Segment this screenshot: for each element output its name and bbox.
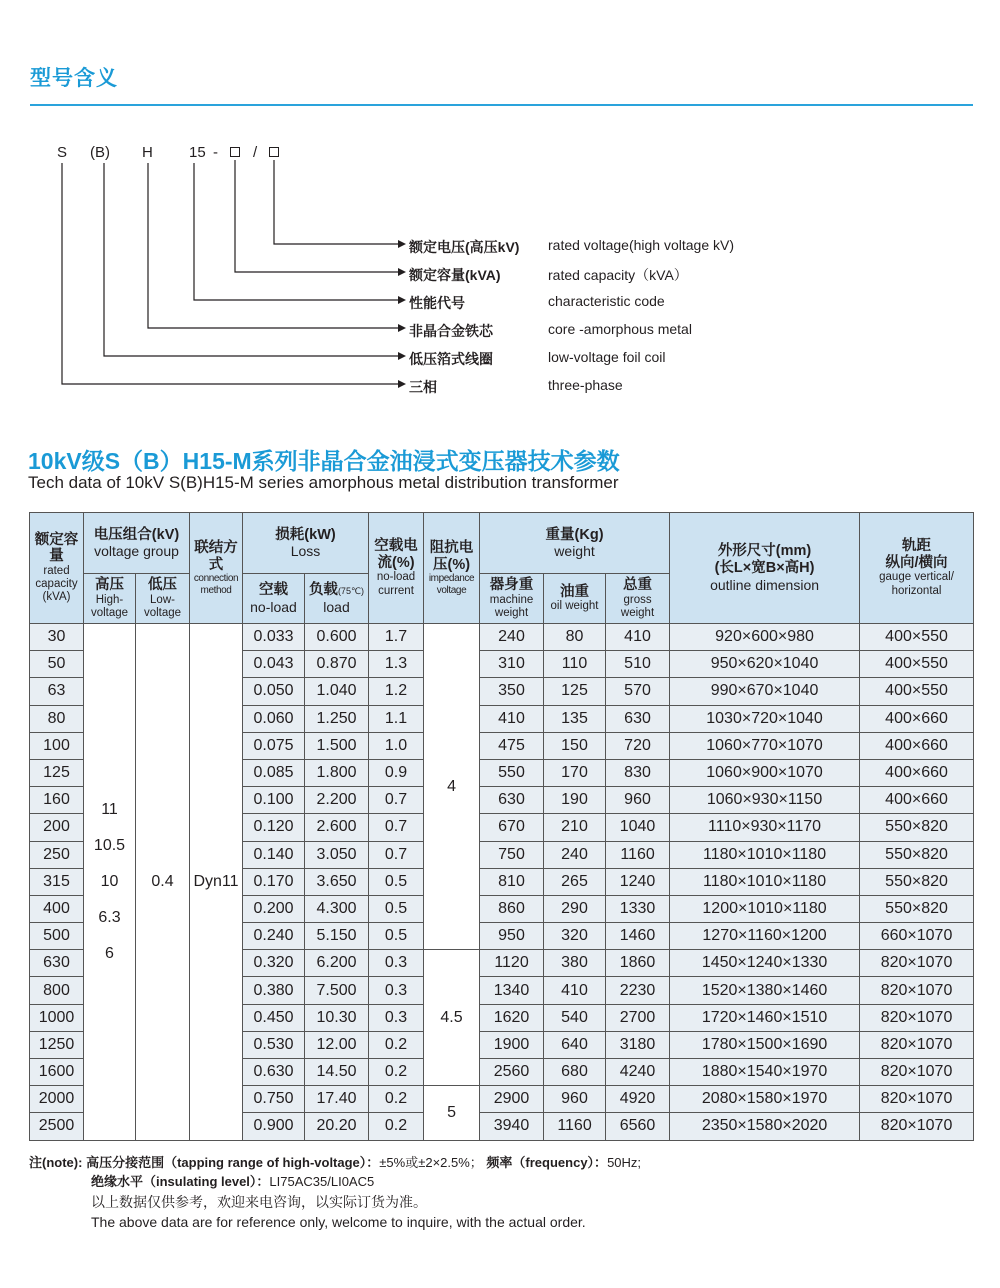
cell-load-loss: 12.00 [305,1031,369,1058]
th-gauge: 轨距 纵向/横向 gauge vertical/ horizontal [860,513,974,624]
cell-load-loss: 1.500 [305,732,369,759]
cell-oil-weight: 410 [544,977,606,1004]
code-15: 15 [189,144,206,161]
cell-load-loss: 0.870 [305,651,369,678]
cell-oil-weight: 640 [544,1031,606,1058]
cell-oil-weight: 135 [544,705,606,732]
cell-oil-weight: 320 [544,923,606,950]
cell-capacity: 1000 [30,1004,84,1031]
cell-no-load-current: 0.2 [369,1059,424,1086]
cell-outline-dimension: 1720×1460×1510 [670,1004,860,1031]
cell-no-load-current: 1.1 [369,705,424,732]
cell-load-loss: 2.200 [305,787,369,814]
table-title-zh: 10kV级S（B）H15-M系列非晶合金油浸式变压器技术参数 [28,448,620,474]
cell-no-load-current: 0.2 [369,1031,424,1058]
th-gross-weight: 总重 gross weight [606,574,670,624]
cell-outline-dimension: 1180×1010×1180 [670,868,860,895]
cell-no-load-loss: 0.043 [243,651,305,678]
cell-machine-weight: 3940 [480,1113,544,1140]
cell-machine-weight: 860 [480,895,544,922]
cell-no-load-loss: 0.120 [243,814,305,841]
th-outline: 外形尺寸(mm) (长L×宽B×高H) outline dimension [670,513,860,624]
note-line-1: 注(note): 高压分接范围（tapping range of high-voltage）：±5%或±2×2.5%； 频率（frequency）：50Hz; [29,1155,642,1170]
cell-no-load-loss: 0.320 [243,950,305,977]
cell-capacity: 200 [30,814,84,841]
table-row [30,624,974,651]
cell-oil-weight: 380 [544,950,606,977]
meaning-en-core: core -amorphous metal [548,321,692,337]
cell-no-load-loss: 0.530 [243,1031,305,1058]
cell-load-loss: 2.600 [305,814,369,841]
cell-outline-dimension: 1270×1160×1200 [670,923,860,950]
cell-load-loss: 0.600 [305,624,369,651]
cell-load-loss: 10.30 [305,1004,369,1031]
cell-capacity: 1600 [30,1059,84,1086]
cell-machine-weight: 630 [480,787,544,814]
cell-gross-weight: 3180 [606,1031,670,1058]
table-title-en: Tech data of 10kV S(B)H15-M series amorphous metal distribution transformer [28,473,619,492]
cell-gross-weight: 630 [606,705,670,732]
cell-machine-weight: 240 [480,624,544,651]
cell-gross-weight: 510 [606,651,670,678]
cell-no-load-loss: 0.630 [243,1059,305,1086]
cell-machine-weight: 2900 [480,1086,544,1113]
cell-impedance: 5 [424,1086,480,1140]
high-voltage-value: 11 [101,800,118,818]
cell-gross-weight: 960 [606,787,670,814]
cell-gauge: 820×1070 [860,1059,974,1086]
cell-no-load-current: 0.5 [369,895,424,922]
meaning-zh-characteristic: 性能代号 [409,295,465,311]
th-load: 负载(75℃) load [305,574,369,624]
cell-no-load-loss: 0.200 [243,895,305,922]
cell-no-load-current: 1.2 [369,678,424,705]
cell-machine-weight: 410 [480,705,544,732]
cell-gross-weight: 720 [606,732,670,759]
cell-machine-weight: 550 [480,759,544,786]
cell-load-loss: 1.250 [305,705,369,732]
cell-gross-weight: 1860 [606,950,670,977]
cell-load-loss: 14.50 [305,1059,369,1086]
cell-machine-weight: 1340 [480,977,544,1004]
cell-no-load-current: 0.7 [369,814,424,841]
th-loss: 损耗(kW) Loss [243,513,369,574]
cell-no-load-current: 1.7 [369,624,424,651]
cell-gross-weight: 2230 [606,977,670,1004]
th-oil-weight: 油重 oil weight [544,574,606,624]
cell-low-voltage: 0.4 [136,624,190,1141]
cell-load-loss: 1.800 [305,759,369,786]
cell-gauge: 550×820 [860,868,974,895]
cell-gross-weight: 2700 [606,1004,670,1031]
cell-oil-weight: 110 [544,651,606,678]
cell-machine-weight: 1120 [480,950,544,977]
high-voltage-value: 10 [100,872,119,890]
cell-gauge: 820×1070 [860,1004,974,1031]
cell-gauge: 820×1070 [860,977,974,1004]
cell-outline-dimension: 1200×1010×1180 [670,895,860,922]
cell-capacity: 250 [30,841,84,868]
th-weight: 重量(Kg) weight [480,513,670,574]
code-h: H [142,144,153,161]
cell-gauge: 400×550 [860,651,974,678]
cell-capacity: 80 [30,705,84,732]
cell-load-loss: 3.050 [305,841,369,868]
th-connection: 联结方式 connection method [190,513,243,624]
cell-no-load-current: 0.7 [369,841,424,868]
cell-oil-weight: 190 [544,787,606,814]
cell-oil-weight: 150 [544,732,606,759]
cell-oil-weight: 210 [544,814,606,841]
spec-table [29,512,974,1141]
cell-no-load-loss: 0.450 [243,1004,305,1031]
code-slash: / [253,144,258,161]
cell-machine-weight: 750 [480,841,544,868]
cell-no-load-loss: 0.075 [243,732,305,759]
cell-capacity: 30 [30,624,84,651]
meaning-en-voltage: rated voltage(high voltage kV) [548,237,734,253]
cell-capacity: 1250 [30,1031,84,1058]
cell-outline-dimension: 1060×930×1150 [670,787,860,814]
cell-machine-weight: 2560 [480,1059,544,1086]
cell-no-load-current: 0.3 [369,1004,424,1031]
cell-no-load-current: 1.0 [369,732,424,759]
meaning-zh-voltage: 额定电压(高压kV) [409,239,520,255]
cell-machine-weight: 950 [480,923,544,950]
th-low-voltage: 低压 Low-voltage [136,574,190,624]
note-line-4: The above data are for reference only, welcome to inquire, with the actual order. [91,1214,586,1230]
cell-oil-weight: 540 [544,1004,606,1031]
meaning-zh-phase: 三相 [409,379,437,395]
cell-gauge: 400×550 [860,678,974,705]
meaning-en-coil: low-voltage foil coil [548,349,666,365]
cell-gauge: 550×820 [860,895,974,922]
cell-oil-weight: 265 [544,868,606,895]
meaning-zh-capacity: 额定容量(kVA) [409,267,501,283]
cell-gauge: 550×820 [860,814,974,841]
cell-no-load-loss: 0.085 [243,759,305,786]
meaning-en-capacity: rated capacity（kVA） [548,267,688,283]
cell-no-load-loss: 0.240 [243,923,305,950]
cell-outline-dimension: 1180×1010×1180 [670,841,860,868]
cell-load-loss: 7.500 [305,977,369,1004]
cell-machine-weight: 1620 [480,1004,544,1031]
cell-machine-weight: 810 [480,868,544,895]
cell-gauge: 400×660 [860,759,974,786]
cell-gauge: 660×1070 [860,923,974,950]
cell-gross-weight: 1460 [606,923,670,950]
cell-outline-dimension: 2080×1580×1970 [670,1086,860,1113]
cell-no-load-current: 0.3 [369,977,424,1004]
cell-machine-weight: 310 [480,651,544,678]
cell-oil-weight: 240 [544,841,606,868]
cell-oil-weight: 170 [544,759,606,786]
cell-capacity: 160 [30,787,84,814]
cell-load-loss: 3.650 [305,868,369,895]
cell-gross-weight: 1240 [606,868,670,895]
cell-outline-dimension: 1880×1540×1970 [670,1059,860,1086]
th-rated-capacity: 额定容量 rated capacity (kVA) [30,513,84,624]
cell-no-load-loss: 0.033 [243,624,305,651]
cell-outline-dimension: 1110×930×1170 [670,814,860,841]
section-title: 型号含义 [30,67,118,90]
cell-capacity: 2000 [30,1086,84,1113]
cell-load-loss: 5.150 [305,923,369,950]
cell-no-load-loss: 0.100 [243,787,305,814]
cell-impedance: 4.5 [424,950,480,1086]
cell-outline-dimension: 990×670×1040 [670,678,860,705]
cell-oil-weight: 125 [544,678,606,705]
cell-outline-dimension: 1780×1500×1690 [670,1031,860,1058]
cell-no-load-loss: 0.750 [243,1086,305,1113]
th-impedance: 阻抗电压(%) impedance voltage [424,513,480,624]
cell-gauge: 550×820 [860,841,974,868]
th-machine-weight: 器身重 machine weight [480,574,544,624]
note-line-2: 绝缘水平（insulating level）：LI75AC35/LI0AC5 [91,1174,375,1189]
cell-no-load-loss: 0.170 [243,868,305,895]
cell-load-loss: 6.200 [305,950,369,977]
cell-no-load-current: 0.7 [369,787,424,814]
cell-gross-weight: 1040 [606,814,670,841]
cell-outline-dimension: 1030×720×1040 [670,705,860,732]
note-line-3: 以上数据仅供参考，欢迎来电咨询，以实际订货为准。 [91,1194,427,1210]
cell-oil-weight: 960 [544,1086,606,1113]
cell-gross-weight: 570 [606,678,670,705]
cell-outline-dimension: 950×620×1040 [670,651,860,678]
cell-gross-weight: 6560 [606,1113,670,1140]
cell-outline-dimension: 920×600×980 [670,624,860,651]
th-voltage-group: 电压组合(kV) voltage group [84,513,190,574]
high-voltage-value: 6 [105,944,114,962]
cell-capacity: 400 [30,895,84,922]
cell-no-load-current: 0.9 [369,759,424,786]
cell-outline-dimension: 1060×770×1070 [670,732,860,759]
cell-connection: Dyn11 [190,624,243,1141]
cell-capacity: 2500 [30,1113,84,1140]
cell-gross-weight: 1330 [606,895,670,922]
cell-gross-weight: 4920 [606,1086,670,1113]
cell-no-load-loss: 0.900 [243,1113,305,1140]
cell-capacity: 100 [30,732,84,759]
meaning-zh-coil: 低压箔式线圈 [409,351,493,367]
cell-gauge: 400×660 [860,732,974,759]
cell-no-load-current: 0.2 [369,1113,424,1140]
cell-no-load-current: 0.5 [369,868,424,895]
cell-high-voltage-group [84,624,136,1141]
cell-oil-weight: 1160 [544,1113,606,1140]
cell-no-load-current: 0.3 [369,950,424,977]
cell-outline-dimension: 1450×1240×1330 [670,950,860,977]
cell-load-loss: 4.300 [305,895,369,922]
cell-gauge: 820×1070 [860,1086,974,1113]
model-code-diagram [0,0,1000,420]
cell-capacity: 50 [30,651,84,678]
th-noload-current: 空载电流(%) no-load current [369,513,424,624]
cell-outline-dimension: 1060×900×1070 [670,759,860,786]
meaning-en-phase: three-phase [548,377,623,393]
cell-gauge: 820×1070 [860,1031,974,1058]
cell-oil-weight: 80 [544,624,606,651]
cell-machine-weight: 475 [480,732,544,759]
th-high-voltage: 高压 High-voltage [84,574,136,624]
cell-load-loss: 20.20 [305,1113,369,1140]
cell-gauge: 400×660 [860,705,974,732]
cell-load-loss: 17.40 [305,1086,369,1113]
cell-capacity: 800 [30,977,84,1004]
cell-no-load-current: 1.3 [369,651,424,678]
cell-no-load-current: 0.2 [369,1086,424,1113]
high-voltage-value: 6.3 [98,908,121,926]
cell-gauge: 820×1070 [860,950,974,977]
leader-lines [0,0,1000,420]
cell-machine-weight: 1900 [480,1031,544,1058]
code-b: (B) [90,144,110,161]
cell-no-load-loss: 0.140 [243,841,305,868]
cell-no-load-loss: 0.050 [243,678,305,705]
cell-gauge: 400×660 [860,787,974,814]
spec-table-body [30,624,974,1141]
cell-outline-dimension: 1520×1380×1460 [670,977,860,1004]
cell-oil-weight: 290 [544,895,606,922]
cell-outline-dimension: 2350×1580×2020 [670,1113,860,1140]
cell-gauge: 400×550 [860,624,974,651]
meaning-zh-core: 非晶合金铁芯 [409,323,493,339]
cell-capacity: 63 [30,678,84,705]
high-voltage-value: 10.5 [93,836,126,854]
cell-oil-weight: 680 [544,1059,606,1086]
code-s: S [57,144,68,161]
cell-gross-weight: 830 [606,759,670,786]
cell-capacity: 500 [30,923,84,950]
cell-machine-weight: 350 [480,678,544,705]
cell-gross-weight: 1160 [606,841,670,868]
cell-capacity: 315 [30,868,84,895]
cell-no-load-loss: 0.380 [243,977,305,1004]
cell-impedance: 4 [424,624,480,950]
cell-gross-weight: 4240 [606,1059,670,1086]
meaning-en-characteristic: characteristic code [548,293,665,309]
cell-gauge: 820×1070 [860,1113,974,1140]
cell-gross-weight: 410 [606,624,670,651]
cell-no-load-loss: 0.060 [243,705,305,732]
cell-no-load-current: 0.5 [369,923,424,950]
cell-machine-weight: 670 [480,814,544,841]
code-dash: - [213,144,218,161]
cell-capacity: 125 [30,759,84,786]
cell-capacity: 630 [30,950,84,977]
cell-load-loss: 1.040 [305,678,369,705]
th-no-load: 空载 no-load [243,574,305,624]
